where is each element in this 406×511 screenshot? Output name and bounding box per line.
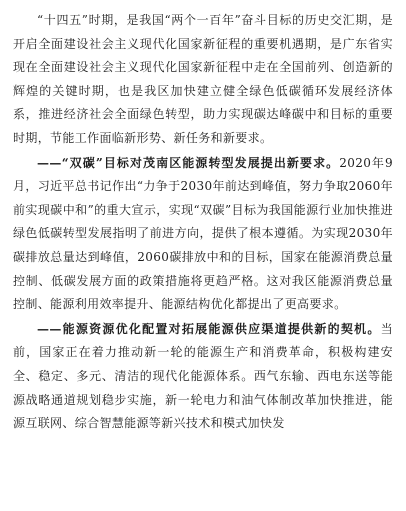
paragraph-body: 当前，国家正在着力推动新一轮的能源生产和消费革命，积极构建安全、稳定、多元、清洁的现代化能源体系。西气东输、西电东送等能源战略通道规划稳步实施，新一轮电力和油气体制改革加快推进，能源互联网、综合智慧能源等新兴技术和模式加快发 — [13, 321, 393, 431]
paragraph-lead: ——“双碳”目标对茂南区能源转型发展提出新要求。 — [37, 155, 340, 170]
paragraph-lead: ——能源资源优化配置对拓展能源供应渠道提供新的契机。 — [37, 321, 381, 336]
paragraph-fourteenth-five-year-plan — [13, 9, 393, 151]
paragraph-body: 2020年9月，习近平总书记作出“力争于2030年前达到峰值，努力争取2060年前实现碳中和”的重大宣示，实现“双碳”目标为我国能源行业加快推进绿色低碳转型发展指明了前进方向，提供了根本遵循。为实现2030年碳排放总量达到峰值，2060碳排放中和的目标，国家在能源消费总量控制、低碳发展方面的政策措施将更趋严格。这对我区能源消费总量控制、能源利用效率提升、能源结构优化都提出了更高要求。 — [13, 155, 393, 312]
paragraph-body: “十四五”时期，是我国“两个一百年”奋斗目标的历史交汇期，是开启全面建设社会主义现代化国家新征程的重要机遇期，是广东省实现在全面建设社会主义现代化国家新征程中走在全国前列、创造新的辉煌的关键时期，也是我区加快建立健全绿色低碳循环发展经济体系，推进经济社会全面绿色转型，助力实现碳达峰碳中和目标的重要时期，节能工作面临新形势、新任务和新要求。 — [13, 13, 393, 145]
paragraph-dual-carbon-goal — [13, 152, 393, 317]
paragraph-energy-resource-allocation — [13, 318, 393, 436]
